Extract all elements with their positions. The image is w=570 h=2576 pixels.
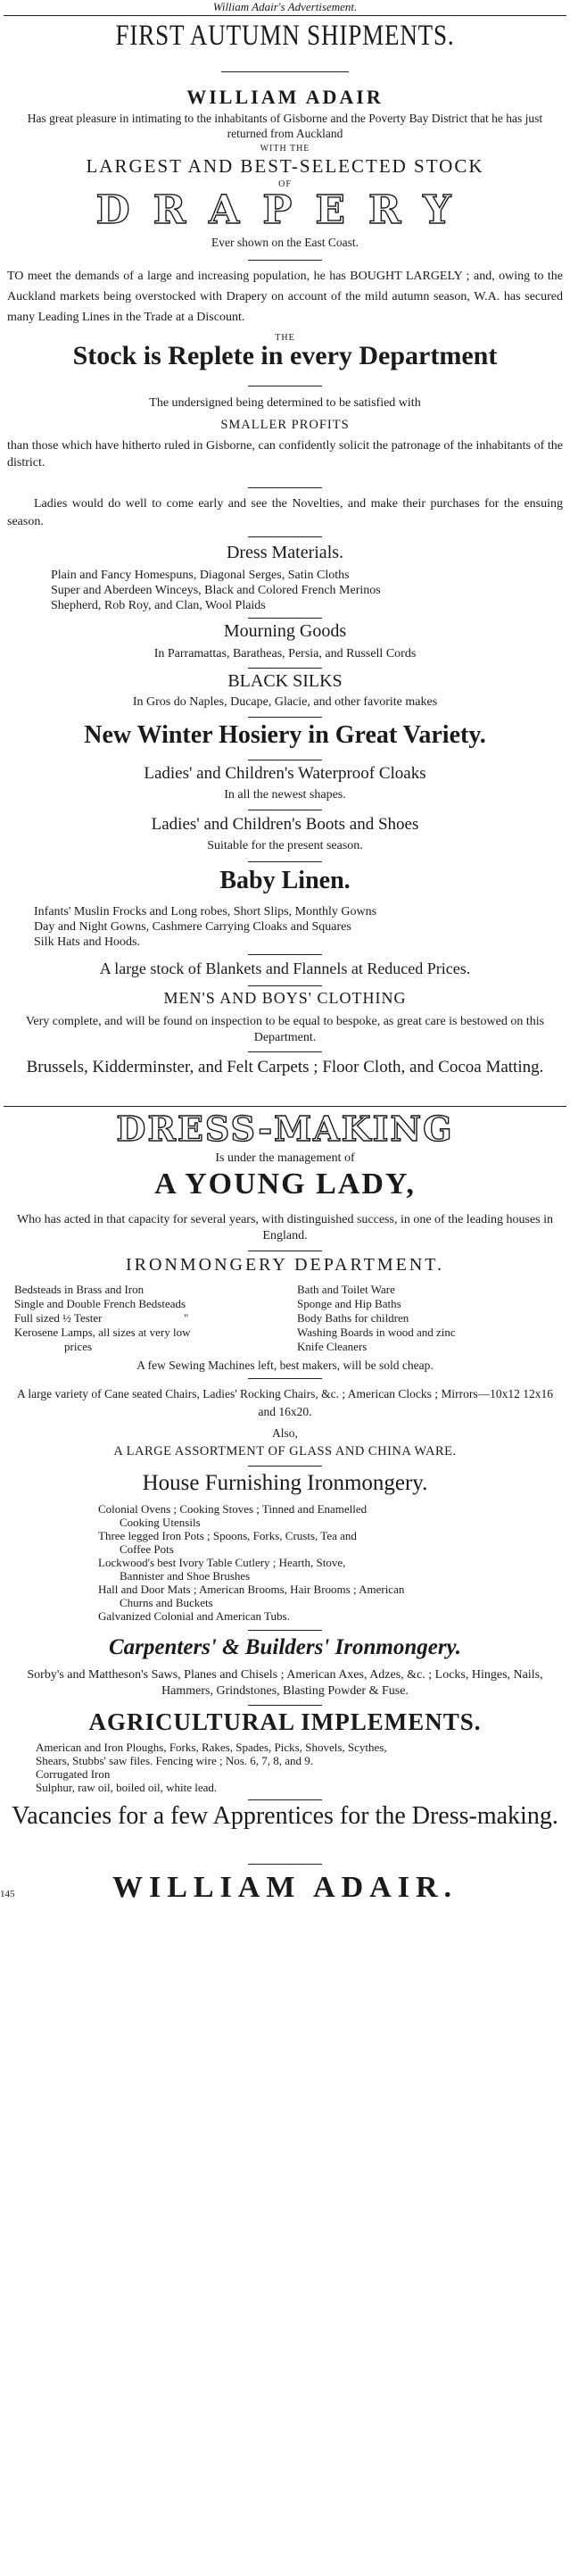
agricultural-item: Corrugated Iron <box>36 1767 111 1781</box>
baby-linen-line: Infants' Muslin Frocks and Long robes, Short Slips, Monthly Gowns <box>34 905 377 918</box>
rule-18 <box>248 1630 322 1631</box>
dress-material-line: Shepherd, Rob Roy, and Clan, Wool Plaids <box>51 599 266 612</box>
house-item: Three legged Iron Pots ; Spoons, Forks, Crusts, Tea and <box>98 1529 357 1542</box>
blankets-line: A large stock of Blankets and Flannels at Reduced Prices. <box>99 960 471 977</box>
also-label: Also, <box>272 1426 298 1440</box>
drapery-heading: DRAPERY <box>95 187 475 233</box>
running-head: William Adair's Advertisement. <box>212 0 358 13</box>
dressmaking-under: Is under the management of <box>215 1151 355 1165</box>
house-item: Coffee Pots <box>120 1542 174 1556</box>
mourning-line: In Parramattas, Baratheas, Persia, and Russell Cords <box>153 647 417 661</box>
rule-16 <box>248 1378 322 1379</box>
ironmongery-right-list <box>297 1283 456 1354</box>
baby-linen-heading: Baby Linen. <box>219 867 351 894</box>
mourning-heading: Mourning Goods <box>223 621 347 641</box>
agricultural-list <box>36 1741 387 1794</box>
intro-paragraph: TO meet the demands of a large and increasing population, he has BOUGHT LARGELY ; and, owing to the Auckland markets being overstocked with Drapery on account of the mild autumn season, W.A. has secured many Leading Lines in the Trade at a Discount. <box>7 270 563 324</box>
ironmongery-left-list <box>14 1283 190 1354</box>
agricultural-item: Sulphur, raw oil, boiled oil, white lead. <box>36 1781 218 1794</box>
carpets-line: Brussels, Kidderminster, and Felt Carpets ; Floor Cloth, and Cocoa Matting. <box>26 1058 544 1076</box>
carpenters-heading: Carpenters' & Builders' Ironmongery. <box>109 1635 461 1659</box>
ironmongery-item: Single and Double French Bedsteads <box>14 1297 186 1310</box>
sewing-machines-line: A few Sewing Machines left, best makers, will be sold cheap. <box>136 1359 434 1372</box>
merchant-name: WILLIAM ADAIR <box>186 86 384 108</box>
ditto-mark: " <box>184 1311 189 1325</box>
rule-21 <box>248 1864 322 1865</box>
rule-14 <box>4 1106 566 1107</box>
cloaks-heading: Ladies' and Children's Waterproof Cloaks <box>144 764 426 783</box>
stock-heading: Stock is Replete in every Department <box>72 341 498 370</box>
title-rule <box>221 71 349 72</box>
ironmongery-item: Body Baths for children <box>297 1311 409 1325</box>
the-label: THE <box>275 333 295 343</box>
smaller-profits: SMALLER PROFITS <box>220 418 350 432</box>
house-item: Cooking Utensils <box>120 1516 201 1529</box>
agricultural-item: Shears, Stubbs' saw files. Fencing wire ; Nos. 6, 7, 8, and 9. <box>36 1754 314 1767</box>
dressmaking-text: Who has acted in that capacity for several years, with distinguished success, in one of the leading houses in England. <box>16 1213 554 1242</box>
rule-19 <box>248 1705 322 1706</box>
ladies-note: Ladies would do well to come early and see the Novelties, and make their purchases for the ensuing season. <box>7 497 563 528</box>
ironmongery-item: Knife Cleaners <box>297 1340 368 1353</box>
rule-12 <box>248 985 322 986</box>
rule-1 <box>248 260 322 261</box>
undersigned-text: than those which have hitherto ruled in Gisborne, can confidently solicit the patronage of the inhabitants of the district. <box>7 439 563 469</box>
dressmaking-heading: DRESS-MAKING <box>116 1109 454 1149</box>
rule-3 <box>248 487 322 488</box>
baby-linen-line: Day and Night Gowns, Cashmere Carrying Cloaks and Squares <box>34 920 351 934</box>
house-item: Colonial Ovens ; Cooking Stoves ; Tinned and Enamelled <box>98 1502 368 1516</box>
vacancies-heading: Vacancies for a few Apprentices for the Dress-making. <box>12 1802 558 1830</box>
glass-china-line: A LARGE ASSORTMENT OF GLASS AND CHINA WARE. <box>113 1444 457 1458</box>
house-item: Bannister and Shoe Brushes <box>120 1569 251 1583</box>
footer-signature: WILLIAM ADAIR. <box>112 1871 458 1904</box>
baby-linen-line: Silk Hats and Hoods. <box>34 935 140 949</box>
dress-materials-heading: Dress Materials. <box>226 543 344 562</box>
boots-heading: Ladies' and Children's Boots and Shoes <box>151 815 419 834</box>
ironmongery-item: prices <box>64 1340 93 1353</box>
clothing-text: Very complete, and will be found on inspection to be equal to bespoke, as great care is bestowed on this Department. <box>25 1015 545 1044</box>
carpenters-text: Sorby's and Mattheson's Saws, Planes and Chisels ; American Axes, Adzes, &c. ; Locks, Hinges, Nails, Hammers, Grindstones, Blasting Powder & Fuse. <box>27 1668 543 1698</box>
ironmongery-item: Washing Boards in wood and zinc <box>297 1325 456 1339</box>
with-the-label: WITH THE <box>260 144 310 154</box>
rule-17 <box>248 1466 322 1467</box>
ironmongery-item: Bedsteads in Brass and Iron <box>14 1283 145 1296</box>
young-lady-heading: A YOUNG LADY, <box>154 1168 416 1201</box>
top-rule <box>4 15 566 16</box>
rule-20 <box>248 1799 322 1800</box>
baby-linen-list <box>34 904 376 950</box>
cloaks-line: In all the newest shapes. <box>224 788 346 802</box>
rule-7 <box>248 717 322 718</box>
largest-stock-heading: LARGEST AND BEST-SELECTED STOCK <box>86 155 484 177</box>
rule-5 <box>248 618 322 619</box>
undersigned-line: The undersigned being determined to be satisfied with <box>149 396 421 410</box>
agricultural-item: American and Iron Ploughs, Forks, Rakes, Spades, Picks, Shovels, Scythes, <box>36 1741 387 1754</box>
ironmongery-item: Bath and Toilet Ware <box>297 1283 395 1296</box>
rule-4 <box>248 536 322 537</box>
page-number: 145 <box>0 1889 15 1899</box>
clothing-heading: MEN'S AND BOYS' CLOTHING <box>163 989 407 1007</box>
ironmongery-item: Sponge and Hip Baths <box>297 1297 401 1310</box>
agricultural-heading: AGRICULTURAL IMPLEMENTS. <box>88 1708 482 1735</box>
ever-shown-text: Ever shown on the East Coast. <box>211 236 359 249</box>
page-title: FIRST AUTUMN SHIPMENTS. <box>115 20 455 52</box>
ironmongery-heading: IRONMONGERY DEPARTMENT. <box>125 1255 445 1275</box>
black-silks-heading: BLACK SILKS <box>227 671 343 691</box>
house-furnishing-list <box>98 1502 404 1623</box>
dress-material-line: Plain and Fancy Homespuns, Diagonal Serges, Satin Cloths <box>51 569 350 582</box>
house-item: Churns and Buckets <box>120 1596 213 1609</box>
house-item: Galvanized Colonial and American Tubs. <box>98 1609 290 1623</box>
black-silks-line: In Gros do Naples, Ducape, Glacie, and other favorite makes <box>132 695 438 709</box>
rule-6 <box>248 668 322 669</box>
chairs-text: A large variety of Cane seated Chairs, Ladies' Rocking Chairs, &c. ; American Clocks ; Mirrors—10x12 12x16 and 16x20. <box>17 1387 553 1418</box>
rule-11 <box>248 954 322 955</box>
ironmongery-item: Full sized ½ Tester <box>14 1311 103 1325</box>
house-item: Hall and Door Mats ; American Brooms, Hair Brooms ; American <box>98 1583 405 1596</box>
boots-line: Suitable for the present season. <box>207 839 363 852</box>
dress-materials-list <box>51 568 381 613</box>
of-label: OF <box>278 179 292 189</box>
dress-material-line: Super and Aberdeen Winceys, Black and Colored French Merinos <box>51 584 381 597</box>
hosiery-heading: New Winter Hosiery in Great Variety. <box>84 721 486 749</box>
house-item: Lockwood's best Ivory Table Cutlery ; Hearth, Stove, <box>98 1556 346 1569</box>
intro-text: Has great pleasure in intimating to the inhabitants of Gisborne and the Poverty Bay District that he has just returned from Auckland <box>27 112 543 140</box>
house-furnishing-heading: House Furnishing Ironmongery. <box>142 1471 428 1495</box>
ironmongery-item: Kerosene Lamps, all sizes at very low <box>14 1325 191 1339</box>
rule-13 <box>248 1051 322 1052</box>
rule-10 <box>248 861 322 862</box>
